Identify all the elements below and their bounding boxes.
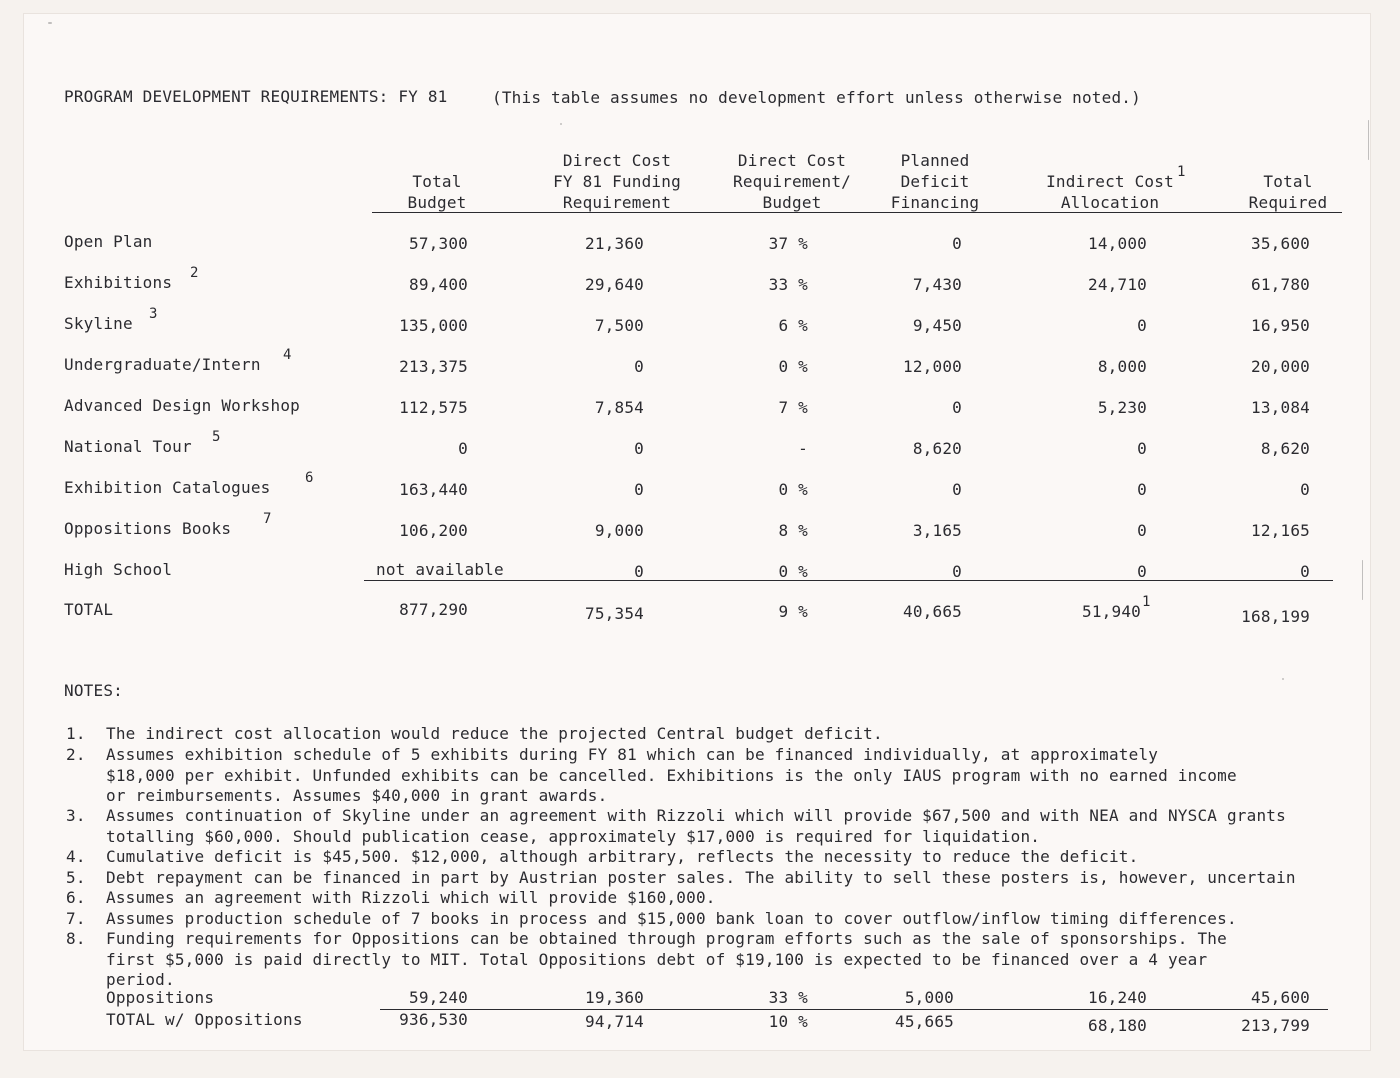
note-text: Debt repayment can be financed in part by Austrian poster sales. The ability to sell these posters is, however, uncertain [106, 868, 1296, 887]
table-cell: 6 % [778, 316, 808, 335]
extra-row-cell: 213,799 [1241, 1016, 1310, 1035]
table-cell: 8,620 [912, 439, 962, 458]
table-cell: 0 [1300, 562, 1310, 581]
row-label: Exhibition Catalogues [64, 478, 271, 497]
table-cell: 7,430 [912, 275, 962, 294]
footnote-marker: 4 [283, 347, 292, 363]
extra-row-cell: 10 % [768, 1012, 808, 1031]
extra-row-cell: 19,360 [585, 988, 644, 1007]
total-cell: 51,940 [1082, 602, 1141, 621]
note-number: 1. [66, 724, 86, 743]
table-cell: 57,300 [409, 234, 468, 253]
total-rule [364, 580, 1333, 581]
extra-row-label: Oppositions [106, 988, 215, 1007]
footnote-marker: 5 [212, 429, 221, 445]
table-cell: 14,000 [1088, 234, 1147, 253]
row-label: High School [64, 560, 173, 579]
total-cell: 877,290 [399, 600, 468, 619]
table-cell: 7,854 [594, 398, 644, 417]
table-cell: 106,200 [399, 521, 468, 540]
table-cell: 0 [634, 357, 644, 376]
footnote-marker: 6 [305, 470, 314, 486]
note-text: Assumes production schedule of 7 books in process and $15,000 bank loan to cover outflow/inflow timing differences. [106, 909, 1237, 928]
column-header: Requirement [562, 193, 672, 212]
extra-row-label: TOTAL w/ Oppositions [106, 1010, 303, 1029]
extra-row-cell: 936,530 [399, 1010, 468, 1029]
column-header: Direct Cost [562, 151, 672, 170]
scan-speck [1368, 120, 1369, 160]
extra-row-cell: 59,240 [409, 988, 468, 1007]
table-cell: not available [376, 560, 504, 579]
row-label: Exhibitions [64, 273, 173, 292]
column-header: Planned [900, 151, 970, 170]
table-cell: 135,000 [399, 316, 468, 335]
footnote-marker: 3 [149, 306, 158, 322]
table-cell: 9,450 [912, 316, 962, 335]
table-cell: 29,640 [585, 275, 644, 294]
page-title: PROGRAM DEVELOPMENT REQUIREMENTS: FY 81 [64, 87, 448, 106]
column-header: Financing [890, 193, 980, 212]
table-cell: 0 % [778, 562, 808, 581]
table-cell: 0 [1137, 316, 1147, 335]
column-header: Total [1263, 172, 1313, 191]
table-cell: 61,780 [1251, 275, 1310, 294]
footnote-marker: 7 [263, 511, 272, 527]
table-cell: 3,165 [912, 521, 962, 540]
table-cell: 35,600 [1251, 234, 1310, 253]
total-cell: 168,199 [1241, 607, 1310, 626]
footnote-marker: 2 [190, 265, 199, 281]
table-cell: 0 [1137, 480, 1147, 499]
document-page [24, 14, 1370, 1050]
page-subtitle: (This table assumes no development effort unless otherwise noted.) [492, 88, 1141, 107]
row-label: Open Plan [64, 232, 153, 251]
table-cell: 0 [634, 480, 644, 499]
extra-row-cell: 45,665 [895, 1012, 954, 1031]
table-cell: 8,620 [1260, 439, 1310, 458]
note-number: 5. [66, 868, 86, 887]
note-text: The indirect cost allocation would reduce the projected Central budget deficit. [106, 724, 883, 743]
header-underline [372, 212, 1342, 213]
scan-speck [1282, 678, 1284, 680]
table-cell: - [798, 439, 808, 458]
footnote-marker: 1 [1142, 594, 1151, 610]
table-cell: 0 [952, 480, 962, 499]
column-header: Required [1248, 193, 1328, 212]
extra-row-cell: 45,600 [1251, 988, 1310, 1007]
row-label: Advanced Design Workshop [64, 396, 300, 415]
table-cell: 112,575 [399, 398, 468, 417]
extra-row-cell: 94,714 [585, 1012, 644, 1031]
table-cell: 9,000 [594, 521, 644, 540]
scan-speck [1362, 560, 1363, 600]
table-cell: 5,230 [1097, 398, 1147, 417]
table-cell: 37 % [768, 234, 808, 253]
note-text: Cumulative deficit is $45,500. $12,000, although arbitrary, reflects the necessity to reduce the deficit. [106, 847, 1139, 866]
note-number: 4. [66, 847, 86, 866]
table-cell: 24,710 [1088, 275, 1147, 294]
column-header: Indirect Cost [1046, 172, 1174, 191]
extra-row-cell: 16,240 [1088, 988, 1147, 1007]
total-label: TOTAL [64, 600, 114, 619]
table-cell: 0 [952, 234, 962, 253]
table-cell: 0 % [778, 480, 808, 499]
scan-speck [560, 123, 562, 125]
column-header: Budget [407, 193, 467, 212]
table-cell: 89,400 [409, 275, 468, 294]
table-cell: 0 [952, 562, 962, 581]
note-text: Assumes an agreement with Rizzoli which will provide $160,000. [106, 888, 716, 907]
column-header: Budget [762, 193, 822, 212]
table-cell: 0 [1137, 439, 1147, 458]
column-header: Allocation [1060, 193, 1160, 212]
table-cell: 0 [1300, 480, 1310, 499]
note-text: Funding requirements for Oppositions can be obtained through program efforts such as the sale of sponsorships. The [106, 929, 1227, 948]
extra-row-cell: 33 % [768, 988, 808, 1007]
row-label: Undergraduate/Intern [64, 355, 261, 374]
table-cell: 33 % [768, 275, 808, 294]
table-cell: 8 % [778, 521, 808, 540]
note-text: first $5,000 is paid directly to MIT. Total Oppositions debt of $19,100 is expected to be financed over a 4 year [106, 949, 1208, 969]
table-cell: 0 [634, 439, 644, 458]
table-cell: 21,360 [585, 234, 644, 253]
extra-row-cell: 5,000 [904, 988, 954, 1007]
column-header: Requirement/ [733, 172, 851, 191]
column-header: FY 81 Funding [553, 172, 681, 191]
table-cell: 163,440 [399, 480, 468, 499]
total-cell: 75,354 [585, 604, 644, 623]
table-cell: 7 % [778, 398, 808, 417]
scan-speck [48, 22, 52, 24]
row-label: Oppositions Books [64, 519, 232, 538]
note-number: 7. [66, 909, 86, 928]
table-cell: 0 [952, 398, 962, 417]
note-text: $18,000 per exhibit. Unfunded exhibits can be cancelled. Exhibitions is the only IAUS program with no earned income [106, 765, 1237, 785]
table-cell: 16,950 [1251, 316, 1310, 335]
table-cell: 0 [1137, 521, 1147, 540]
oppositions-rule [380, 1009, 1328, 1010]
row-label: National Tour [64, 437, 192, 456]
table-cell: 8,000 [1097, 357, 1147, 376]
column-header: Deficit [900, 172, 970, 191]
note-number: 3. [66, 806, 86, 825]
total-cell: 40,665 [903, 602, 962, 621]
table-cell: 12,165 [1251, 521, 1310, 540]
table-cell: 0 % [778, 357, 808, 376]
table-cell: 7,500 [594, 316, 644, 335]
notes-title: NOTES: [64, 681, 123, 700]
table-cell: 20,000 [1251, 357, 1310, 376]
column-header: Total [412, 172, 462, 191]
note-text: totalling $60,000. Should publication cease, approximately $17,000 is required for liquidation. [106, 826, 1041, 846]
table-cell: 12,000 [903, 357, 962, 376]
extra-row-cell: 68,180 [1088, 1016, 1147, 1035]
total-cell: 9 % [778, 602, 808, 621]
table-cell: 0 [458, 439, 468, 458]
table-cell: 13,084 [1251, 398, 1310, 417]
note-text: period. [106, 970, 175, 989]
table-cell: 0 [634, 562, 644, 581]
table-cell: 213,375 [399, 357, 468, 376]
note-text: or reimbursements. Assumes $40,000 in grant awards. [106, 786, 608, 805]
table-cell: 0 [1137, 562, 1147, 581]
note-text: Assumes exhibition schedule of 5 exhibits during FY 81 which can be financed individually, at approximately [106, 745, 1159, 764]
note-number: 8. [66, 929, 86, 948]
footnote-marker: 1 [1177, 164, 1186, 180]
note-text: Assumes continuation of Skyline under an agreement with Rizzoli which will provide $67,500 and with NEA and NYSCA grants [106, 806, 1286, 825]
row-label: Skyline [64, 314, 133, 333]
column-header: Direct Cost [737, 151, 847, 170]
note-number: 2. [66, 745, 86, 764]
note-number: 6. [66, 888, 86, 907]
